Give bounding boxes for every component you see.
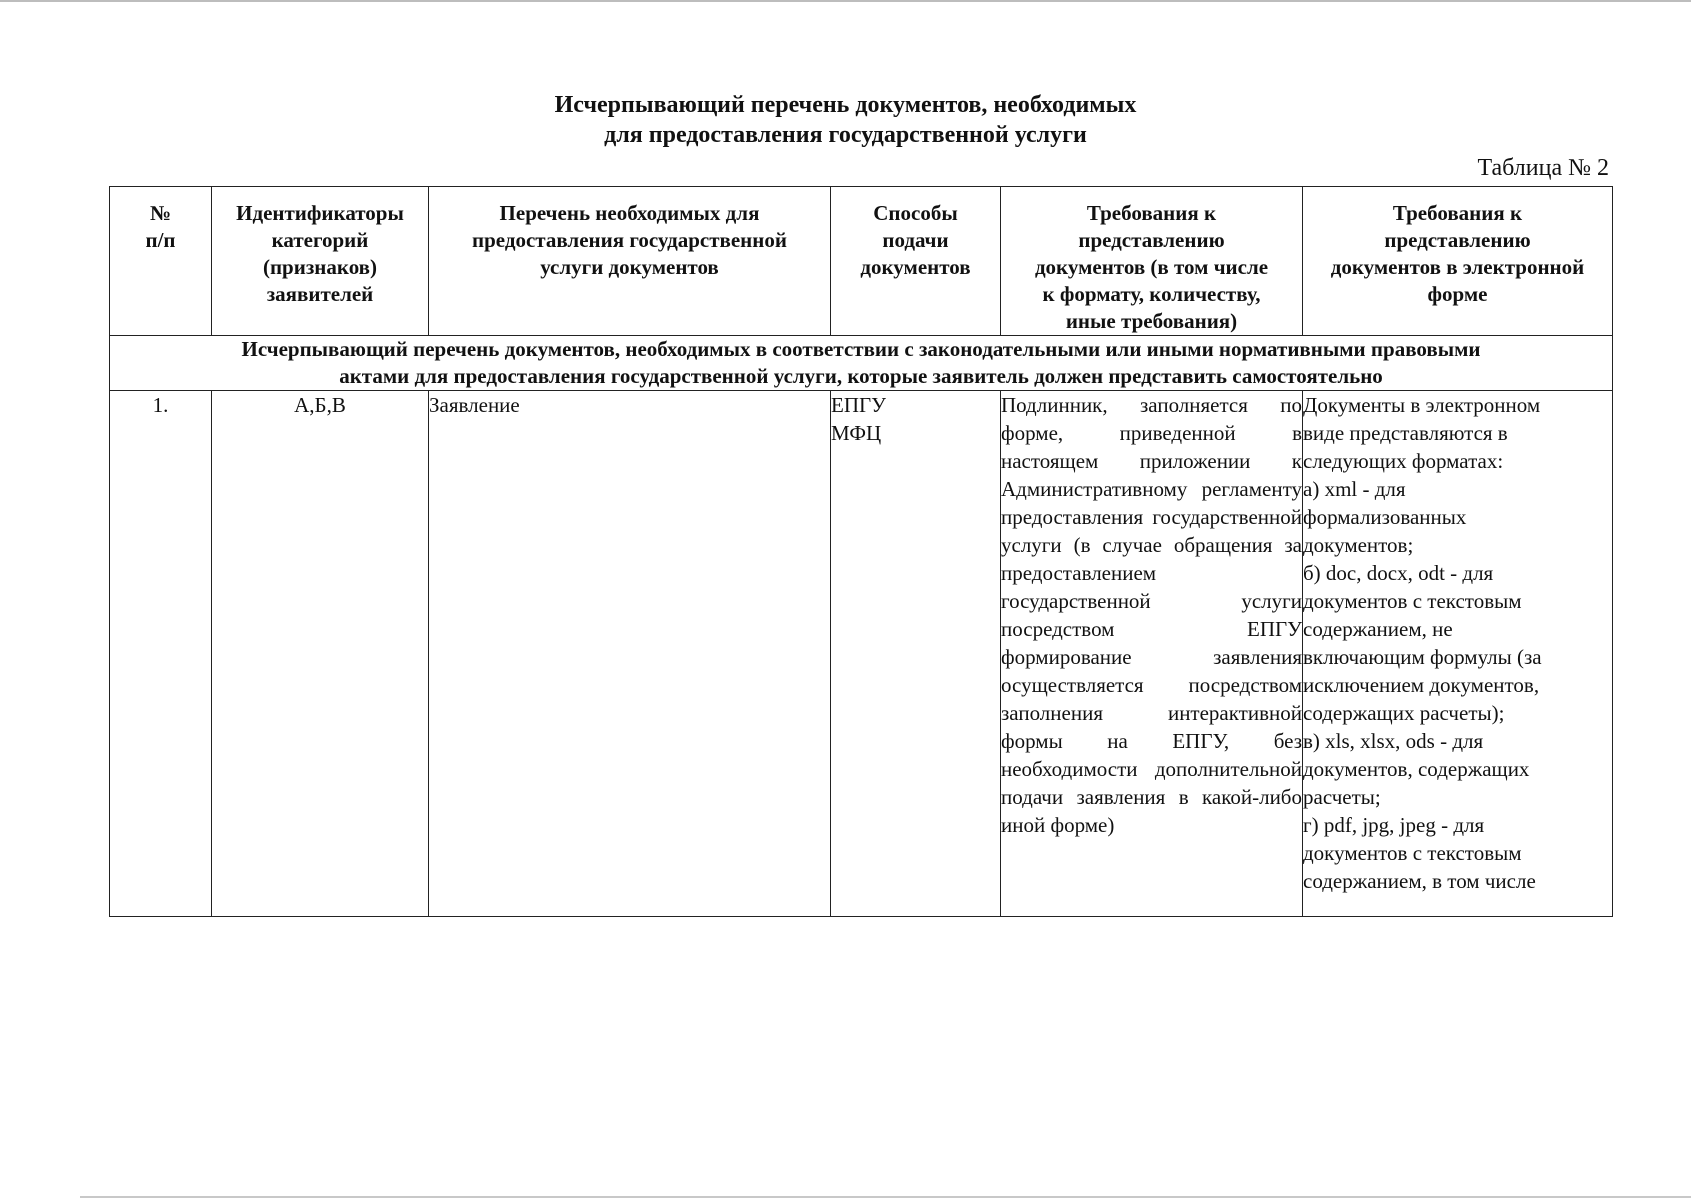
electronic-requirement-line: документов с текстовым bbox=[1303, 589, 1522, 613]
row-document: Заявление bbox=[429, 391, 831, 917]
row-submission-methods bbox=[831, 391, 1001, 917]
header-line: Способы bbox=[873, 201, 958, 225]
header-line: предоставления государственной bbox=[472, 228, 787, 252]
documents-table bbox=[109, 186, 1613, 917]
page-title bbox=[0, 90, 1691, 150]
header-line: Идентификаторы bbox=[236, 201, 404, 225]
section-title-line: Исчерпывающий перечень документов, необходимых в соответствии с законодательными или иными нормативными правовыми bbox=[241, 337, 1481, 361]
electronic-requirement-line: б) doc, docx, odt - для bbox=[1303, 561, 1494, 585]
header-line: документов bbox=[860, 255, 971, 279]
header-line: форме bbox=[1427, 282, 1488, 306]
header-line: (признаков) bbox=[262, 255, 378, 279]
page-title-line-2: для предоставления государственной услуги bbox=[604, 122, 1087, 148]
header-submission-methods bbox=[831, 187, 1001, 336]
electronic-requirement-line: документов с текстовым bbox=[1303, 841, 1522, 865]
header-electronic-requirements bbox=[1303, 187, 1613, 336]
electronic-requirement-line: расчеты; bbox=[1303, 785, 1381, 809]
header-line: категорий bbox=[271, 228, 369, 252]
scan-edge-top bbox=[0, 0, 1691, 2]
header-line: заявителей bbox=[266, 282, 374, 306]
electronic-requirement-line: документов, содержащих bbox=[1303, 757, 1530, 781]
header-applicant-ids bbox=[212, 187, 429, 336]
header-line: документов в электронной bbox=[1330, 255, 1585, 279]
electronic-requirement-line: содержанием, не bbox=[1303, 617, 1453, 641]
header-line: подачи bbox=[882, 228, 949, 252]
page-title-line-1: Исчерпывающий перечень документов, необходимых bbox=[554, 92, 1137, 118]
electronic-requirement-line: формализованных bbox=[1303, 505, 1467, 529]
header-line: представлению bbox=[1078, 228, 1225, 252]
row-number: 1. bbox=[110, 391, 212, 917]
table-row bbox=[110, 391, 1613, 917]
electronic-requirement-line: содержанием, в том числе bbox=[1303, 869, 1536, 893]
electronic-requirement-line: содержащих расчеты); bbox=[1303, 701, 1505, 725]
electronic-requirement-line: Документы в электронном bbox=[1303, 393, 1541, 417]
row-applicant-ids: А,Б,В bbox=[212, 391, 429, 917]
header-line: документов (в том числе bbox=[1034, 255, 1269, 279]
section-title bbox=[110, 336, 1613, 391]
submission-method: ЕПГУ bbox=[831, 393, 887, 417]
header-line: представлению bbox=[1384, 228, 1531, 252]
scan-edge-bottom bbox=[80, 1196, 1691, 1198]
header-requirements bbox=[1001, 187, 1303, 336]
electronic-requirement-line: исключением документов, bbox=[1303, 673, 1540, 697]
electronic-requirement-line: следующих форматах: bbox=[1303, 449, 1504, 473]
electronic-requirement-line: а) xml - для bbox=[1303, 477, 1406, 501]
electronic-requirement-line: виде представляются в bbox=[1303, 421, 1508, 445]
section-title-line: актами для предоставления государственной услуги, которые заявитель должен представить самостоятельно bbox=[339, 364, 1383, 388]
header-line: к формату, количеству, bbox=[1042, 282, 1261, 306]
header-line: Перечень необходимых для bbox=[499, 201, 760, 225]
header-line: услуги документов bbox=[540, 255, 719, 279]
header-line: № bbox=[149, 201, 172, 225]
header-line: Требования к bbox=[1392, 201, 1523, 225]
row-requirements: Подлинник, заполняется по форме, приведенной в настоящем приложении к Административному регламенту предоставления государственной услуги (в случае обращения за предоставлением государственной услуги посредством ЕПГУ формирование заявления осуществляется посредством заполнения интерактивной формы на ЕПГУ, без необходимости дополнительной подачи заявления в какой-либо иной форме) bbox=[1001, 391, 1303, 917]
header-documents-list bbox=[429, 187, 831, 336]
submission-method: МФЦ bbox=[831, 421, 882, 445]
electronic-requirement-line: в) xls, xlsx, ods - для bbox=[1303, 729, 1484, 753]
row-electronic-requirements bbox=[1303, 391, 1613, 917]
table-number: Таблица № 2 bbox=[1477, 155, 1609, 181]
header-line: п/п bbox=[145, 228, 176, 252]
electronic-requirement-line: г) pdf, jpg, jpeg - для bbox=[1303, 813, 1485, 837]
section-row bbox=[110, 336, 1613, 391]
header-line: иные требования) bbox=[1065, 309, 1238, 333]
electronic-requirement-line: включающим формулы (за bbox=[1303, 645, 1542, 669]
header-line: Требования к bbox=[1086, 201, 1217, 225]
electronic-requirement-line: документов; bbox=[1303, 533, 1414, 557]
header-number bbox=[110, 187, 212, 336]
table-header-row bbox=[110, 187, 1613, 336]
